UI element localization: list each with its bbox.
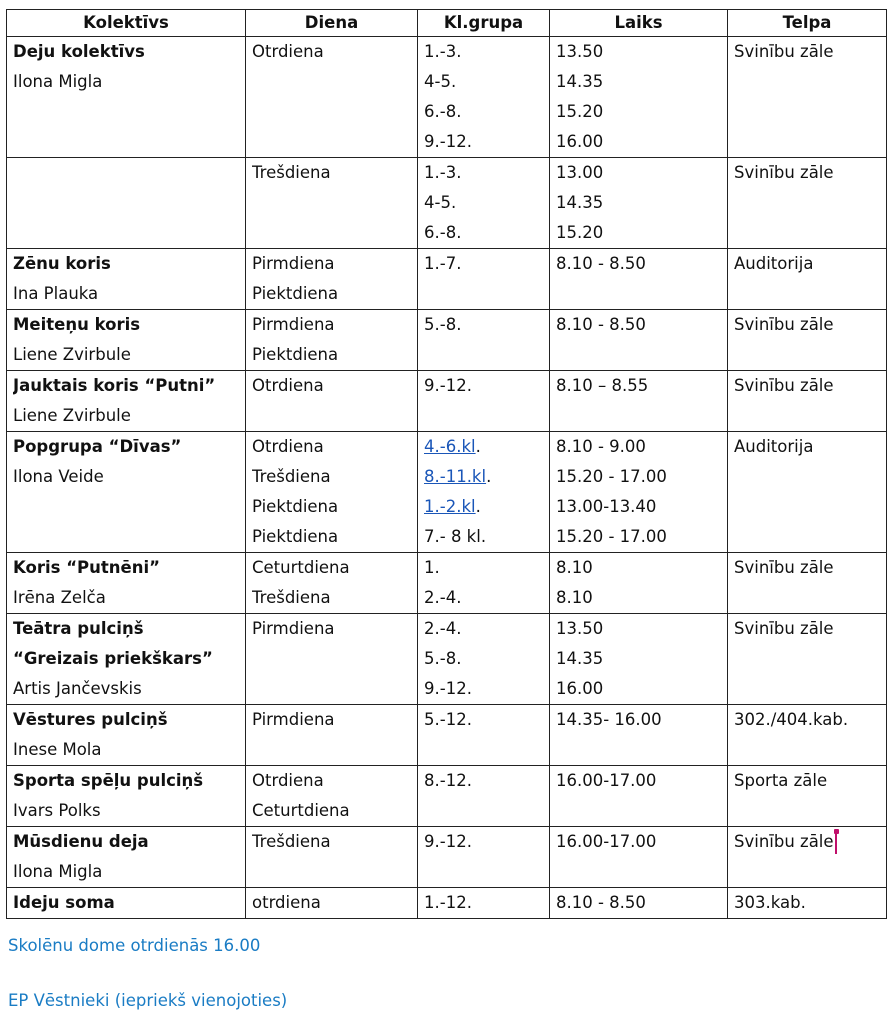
cell-line: Trešdiena bbox=[252, 832, 331, 851]
footer-student-council: Skolēnu dome otrdienās 16.00 bbox=[8, 936, 261, 955]
cell-kolektivs bbox=[7, 614, 246, 705]
cell-diena bbox=[246, 249, 418, 310]
cell-laiks bbox=[550, 766, 728, 827]
cell-line: Otrdiena bbox=[252, 42, 324, 61]
cell-diena bbox=[246, 614, 418, 705]
cell-line bbox=[734, 158, 880, 188]
cell-line bbox=[734, 766, 880, 796]
cell-line: Piektdiena bbox=[252, 527, 339, 546]
cell-line: 5.-8. bbox=[424, 315, 462, 334]
cell-line: 1.-3. bbox=[424, 42, 462, 61]
cell-diena bbox=[246, 553, 418, 614]
cell-kl-grupa bbox=[418, 37, 550, 158]
cell-line: Deju kolektīvs bbox=[13, 42, 145, 61]
room-text: Svinību zāle bbox=[734, 376, 834, 395]
cell-line: Otrdiena bbox=[252, 437, 324, 456]
cell-line: 9.-12. bbox=[424, 132, 472, 151]
room-text: Svinību zāle bbox=[734, 832, 834, 851]
cell-kolektivs bbox=[7, 553, 246, 614]
cell-line: 14.35 bbox=[556, 72, 604, 91]
cell-diena bbox=[246, 705, 418, 766]
cell-line bbox=[734, 310, 880, 340]
cell-line: Inese Mola bbox=[13, 740, 102, 759]
cell-line bbox=[734, 249, 880, 279]
cell-line: 14.35- 16.00 bbox=[556, 710, 662, 729]
cell-telpa bbox=[728, 158, 887, 249]
grade-link[interactable]: 8.-11.kl bbox=[424, 467, 487, 486]
cell-line: 8.10 bbox=[556, 588, 593, 607]
cell-line: 8.10 - 9.00 bbox=[556, 437, 646, 456]
cell-line bbox=[734, 553, 880, 583]
cell-line: 13.00-13.40 bbox=[556, 497, 657, 516]
cell-line: Irēna Zelča bbox=[13, 588, 106, 607]
cell-line: 9.-12. bbox=[424, 679, 472, 698]
table-row bbox=[7, 553, 887, 614]
room-text: Svinību zāle bbox=[734, 558, 834, 577]
cell-telpa bbox=[728, 249, 887, 310]
cell-line: Vēstures pulciņš bbox=[13, 710, 168, 729]
cell-telpa bbox=[728, 432, 887, 553]
header-row bbox=[7, 10, 887, 37]
cell-line: Ilona Migla bbox=[13, 72, 103, 91]
cell-line: 4-5. bbox=[424, 193, 457, 212]
cell-line: Jauktais koris “Putni” bbox=[13, 376, 216, 395]
room-text: 303.kab. bbox=[734, 893, 806, 912]
cell-line: Pirmdiena bbox=[252, 254, 335, 273]
cell-line: 7.- 8 kl. bbox=[424, 527, 487, 546]
cell-line: 13.50 bbox=[556, 619, 604, 638]
table-row bbox=[7, 614, 887, 705]
cell-line: 13.00 bbox=[556, 163, 604, 182]
cell-telpa bbox=[728, 827, 887, 888]
cell-line: 1.-12. bbox=[424, 893, 472, 912]
cell-kolektivs bbox=[7, 37, 246, 158]
cell-telpa bbox=[728, 705, 887, 766]
cell-diena bbox=[246, 158, 418, 249]
cell-line: Otrdiena bbox=[252, 771, 324, 790]
cell-line bbox=[734, 371, 880, 401]
cell-line: 1.-3. bbox=[424, 163, 462, 182]
cell-line: Piektdiena bbox=[252, 345, 339, 364]
cell-line: Trešdiena bbox=[252, 467, 331, 486]
cell-line: 15.20 - 17.00 bbox=[556, 467, 667, 486]
table-row bbox=[7, 371, 887, 432]
footer-ep-ambassadors: EP Vēstnieki (iepriekš vienojoties) bbox=[8, 991, 288, 1010]
cell-line: 8.-12. bbox=[424, 771, 472, 790]
cell-line: 5.-8. bbox=[424, 649, 462, 668]
cell-telpa bbox=[728, 37, 887, 158]
cell-line: Ceturtdiena bbox=[252, 558, 350, 577]
room-text: Sporta zāle bbox=[734, 771, 828, 790]
cell-line: 16.00 bbox=[556, 679, 604, 698]
cell-line: 2.-4. bbox=[424, 619, 462, 638]
cell-laiks bbox=[550, 249, 728, 310]
cell-line: Pirmdiena bbox=[252, 710, 335, 729]
cell-line bbox=[734, 37, 880, 67]
room-text: Auditorija bbox=[734, 254, 814, 273]
cell-kl-grupa bbox=[418, 614, 550, 705]
table-header bbox=[7, 10, 887, 37]
cell-line: Ilona Veide bbox=[13, 467, 104, 486]
schedule-table bbox=[6, 9, 887, 919]
cell-line: Piektdiena bbox=[252, 497, 339, 516]
cell-line: 8.10 bbox=[556, 558, 593, 577]
cell-kolektivs bbox=[7, 827, 246, 888]
cell-telpa bbox=[728, 553, 887, 614]
cell-diena bbox=[246, 310, 418, 371]
cell-line: 2.-4. bbox=[424, 588, 462, 607]
cell-kl-grupa bbox=[418, 158, 550, 249]
cell-line: Pirmdiena bbox=[252, 619, 335, 638]
cell-line: 6.-8. bbox=[424, 102, 462, 121]
cell-laiks bbox=[550, 158, 728, 249]
cell-diena bbox=[246, 371, 418, 432]
cell-kolektivs bbox=[7, 705, 246, 766]
cell-line bbox=[734, 888, 880, 918]
cell-line: Koris “Putnēni” bbox=[13, 558, 160, 577]
cell-line bbox=[734, 705, 880, 735]
room-text: Svinību zāle bbox=[734, 619, 834, 638]
text-cursor-icon bbox=[835, 832, 837, 854]
cell-kolektivs bbox=[7, 432, 246, 553]
grade-link[interactable]: 1.-2.kl bbox=[424, 497, 476, 516]
cell-laiks bbox=[550, 705, 728, 766]
cell-line bbox=[424, 462, 543, 492]
cell-line: 9.-12. bbox=[424, 832, 472, 851]
cell-laiks bbox=[550, 37, 728, 158]
cell-laiks bbox=[550, 614, 728, 705]
cell-line: 16.00 bbox=[556, 132, 604, 151]
cell-line: 5.-12. bbox=[424, 710, 472, 729]
cell-line: 15.20 - 17.00 bbox=[556, 527, 667, 546]
table-row bbox=[7, 37, 887, 158]
table-row bbox=[7, 766, 887, 827]
cell-line: Liene Zvirbule bbox=[13, 345, 131, 364]
cell-line: 8.10 - 8.50 bbox=[556, 893, 646, 912]
grade-link[interactable]: 4.-6.kl bbox=[424, 437, 476, 456]
cell-laiks bbox=[550, 827, 728, 888]
link-suffix: . bbox=[475, 497, 481, 516]
cell-line: Meiteņu koris bbox=[13, 315, 141, 334]
cell-telpa bbox=[728, 888, 887, 919]
cell-line: Trešdiena bbox=[252, 163, 331, 182]
cell-line: Liene Zvirbule bbox=[13, 406, 131, 425]
table-row bbox=[7, 310, 887, 371]
cell-kl-grupa bbox=[418, 249, 550, 310]
cell-line: Ina Plauka bbox=[13, 284, 99, 303]
cell-line: 15.20 bbox=[556, 223, 604, 242]
table-row bbox=[7, 888, 887, 919]
cell-laiks bbox=[550, 310, 728, 371]
cell-kl-grupa bbox=[418, 371, 550, 432]
cell-line: Mūsdienu deja bbox=[13, 832, 149, 851]
cell-line: 8.10 – 8.55 bbox=[556, 376, 649, 395]
table-row bbox=[7, 432, 887, 553]
cell-telpa bbox=[728, 371, 887, 432]
cell-line: 16.00-17.00 bbox=[556, 771, 657, 790]
cell-telpa bbox=[728, 614, 887, 705]
link-suffix: . bbox=[475, 437, 481, 456]
cell-kolektivs bbox=[7, 766, 246, 827]
cell-line: Ideju soma bbox=[13, 893, 115, 912]
cell-line: 4-5. bbox=[424, 72, 457, 91]
table-row bbox=[7, 705, 887, 766]
room-text: 302./404.kab. bbox=[734, 710, 849, 729]
cell-kolektivs bbox=[7, 888, 246, 919]
cell-line: 14.35 bbox=[556, 193, 604, 212]
cell-line: Popgrupa “Dīvas” bbox=[13, 437, 182, 456]
cell-laiks bbox=[550, 432, 728, 553]
cell-kolektivs bbox=[7, 249, 246, 310]
cell-diena bbox=[246, 37, 418, 158]
cell-kl-grupa bbox=[418, 432, 550, 553]
cell-diena bbox=[246, 766, 418, 827]
cell-diena bbox=[246, 432, 418, 553]
cell-line: Sporta spēļu pulciņš bbox=[13, 771, 204, 790]
cell-line: Ceturtdiena bbox=[252, 801, 350, 820]
cell-telpa bbox=[728, 310, 887, 371]
cell-laiks bbox=[550, 888, 728, 919]
cell-line: 16.00-17.00 bbox=[556, 832, 657, 851]
cell-laiks bbox=[550, 553, 728, 614]
cell-line bbox=[734, 827, 880, 857]
header-kolektivs: Kolektīvs bbox=[7, 10, 246, 37]
cell-line: Zēnu koris bbox=[13, 254, 111, 273]
table-body bbox=[7, 37, 887, 919]
cell-kl-grupa bbox=[418, 766, 550, 827]
cell-line: Pirmdiena bbox=[252, 315, 335, 334]
cell-line: 1.-7. bbox=[424, 254, 462, 273]
cell-line bbox=[424, 492, 543, 522]
cell-kl-grupa bbox=[418, 705, 550, 766]
cell-kolektivs bbox=[7, 371, 246, 432]
cell-line: otrdiena bbox=[252, 893, 321, 912]
cell-line bbox=[424, 432, 543, 462]
room-text: Svinību zāle bbox=[734, 315, 834, 334]
cell-line: 15.20 bbox=[556, 102, 604, 121]
header-laiks: Laiks bbox=[550, 10, 728, 37]
cell-line: 8.10 - 8.50 bbox=[556, 254, 646, 273]
room-text: Svinību zāle bbox=[734, 42, 834, 61]
cell-line: Piektdiena bbox=[252, 284, 339, 303]
table-row bbox=[7, 827, 887, 888]
room-text: Svinību zāle bbox=[734, 163, 834, 182]
cell-line: Teātra pulciņš bbox=[13, 619, 144, 638]
cell-line: Otrdiena bbox=[252, 376, 324, 395]
cell-line: 9.-12. bbox=[424, 376, 472, 395]
cell-line bbox=[734, 614, 880, 644]
cell-kl-grupa bbox=[418, 827, 550, 888]
cell-line: Trešdiena bbox=[252, 588, 331, 607]
room-text: Auditorija bbox=[734, 437, 814, 456]
cell-kl-grupa bbox=[418, 888, 550, 919]
cell-line: 6.-8. bbox=[424, 223, 462, 242]
header-diena: Diena bbox=[246, 10, 418, 37]
link-suffix: . bbox=[486, 467, 492, 486]
cell-kl-grupa bbox=[418, 310, 550, 371]
header-telpa: Telpa bbox=[728, 10, 887, 37]
cell-kl-grupa bbox=[418, 553, 550, 614]
cell-line: Ivars Polks bbox=[13, 801, 101, 820]
cell-kolektivs bbox=[7, 158, 246, 249]
cell-diena bbox=[246, 888, 418, 919]
cell-line bbox=[734, 432, 880, 462]
header-kl-grupa: Kl.grupa bbox=[418, 10, 550, 37]
table-row bbox=[7, 249, 887, 310]
cell-line: Artis Jančevskis bbox=[13, 679, 142, 698]
cell-line: “Greizais priekškars” bbox=[13, 649, 213, 668]
cell-kolektivs bbox=[7, 310, 246, 371]
cell-laiks bbox=[550, 371, 728, 432]
cell-line: 13.50 bbox=[556, 42, 604, 61]
table-row bbox=[7, 158, 887, 249]
cell-line: 1. bbox=[424, 558, 440, 577]
cell-line: 14.35 bbox=[556, 649, 604, 668]
cell-line: Ilona Migla bbox=[13, 862, 103, 881]
cell-line: 8.10 - 8.50 bbox=[556, 315, 646, 334]
cell-diena bbox=[246, 827, 418, 888]
cell-telpa bbox=[728, 766, 887, 827]
